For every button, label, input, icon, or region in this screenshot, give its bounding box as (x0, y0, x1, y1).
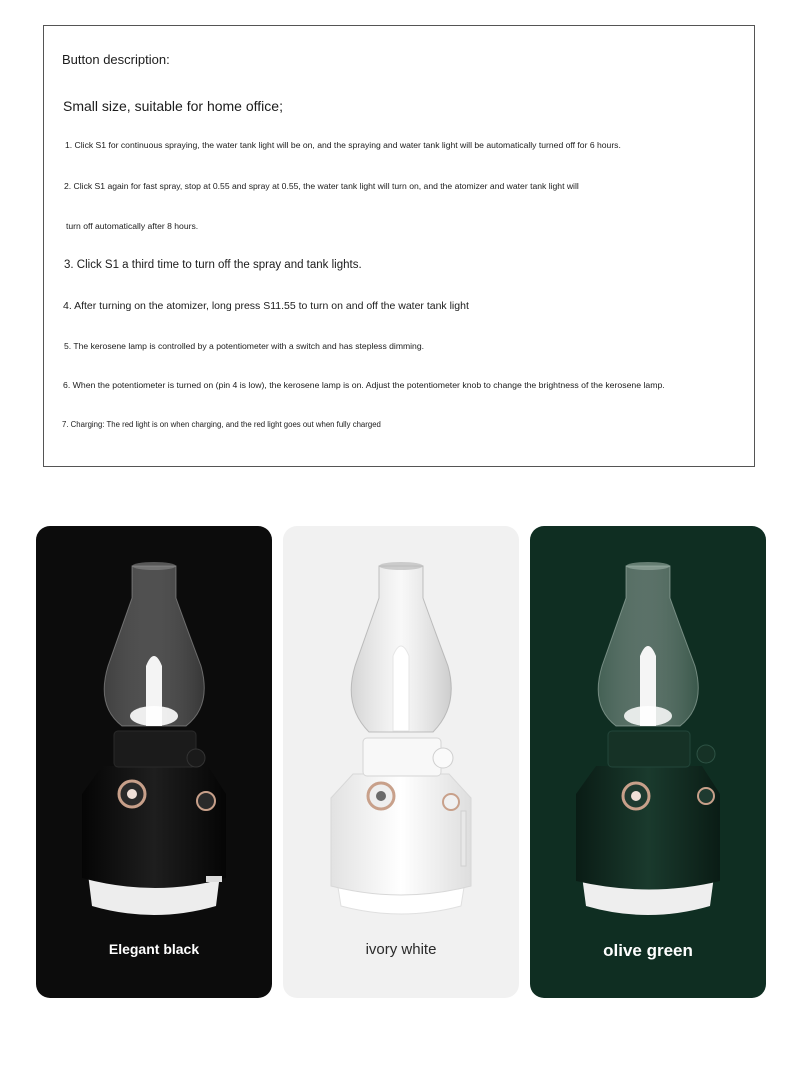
instruction-line: 3. Click S1 a third time to turn off the spray and tank lights. (64, 259, 362, 271)
instruction-line: 4. After turning on the atomizer, long press S11.55 to turn on and off the water tank light (63, 300, 469, 312)
variant-card-green[interactable] (530, 526, 766, 998)
instruction-line: turn off automatically after 8 hours. (66, 221, 199, 231)
instruction-line: 2. Click S1 again for fast spray, stop at 0.55 and spray at 0.55, the water tank light will turn on, and the atomizer and water tank light will (64, 181, 579, 191)
description-subtitle: Small size, suitable for home office; (63, 98, 283, 114)
lamp-humidifier-image (283, 526, 519, 998)
instruction-line: 5. The kerosene lamp is controlled by a potentiometer with a switch and has stepless dimming. (64, 341, 425, 351)
variant-label: Elegant black (108, 941, 200, 957)
variant-card-black[interactable] (36, 526, 272, 998)
button-description-panel (43, 25, 755, 467)
description-title: Button description: (62, 52, 170, 67)
instruction-line: 1. Click S1 for continuous spraying, the water tank light will be on, and the spraying and water tank light will be automatically turned off for 6 hours. (65, 140, 621, 150)
lamp-humidifier-image (36, 526, 272, 998)
variant-label: ivory white (365, 941, 437, 958)
lamp-humidifier-image (530, 526, 766, 998)
instruction-line: 6. When the potentiometer is turned on (pin 4 is low), the kerosene lamp is on. Adjust the potentiometer knob to change the brightness of the kerosene lamp. (63, 380, 665, 390)
variant-card-white[interactable] (283, 526, 519, 998)
instruction-line: 7. Charging: The red light is on when charging, and the red light goes out when fully charged (62, 420, 381, 429)
variant-label: olive green (603, 941, 693, 960)
